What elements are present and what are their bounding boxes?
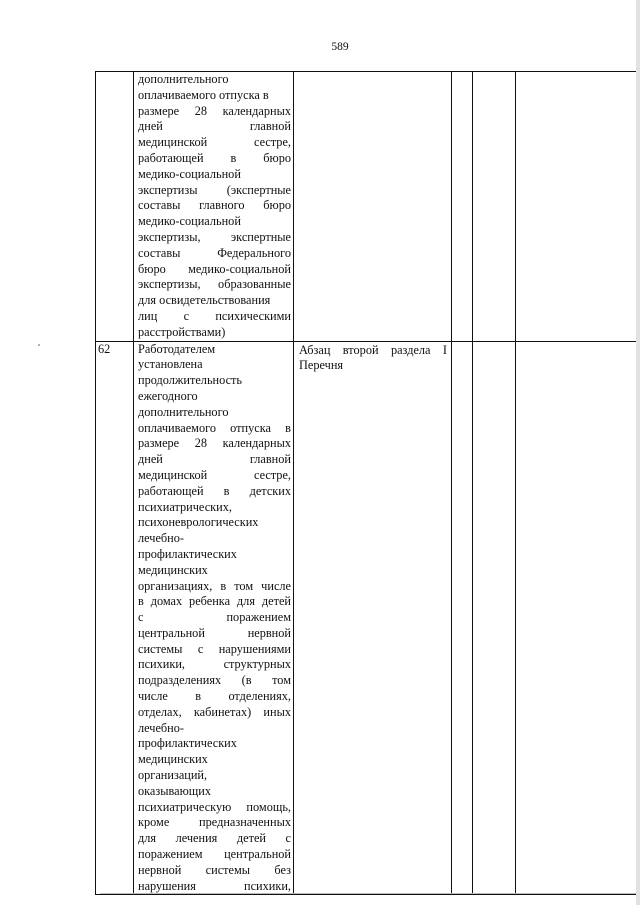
text-line: медико-социальной <box>138 166 241 181</box>
text-line: размере 28 календарных <box>138 436 291 451</box>
text-line: расстройствами) <box>138 324 226 339</box>
scan-edge-shadow <box>636 0 640 905</box>
text-line: экспертизы, экспертные <box>138 229 291 244</box>
text-line: в домах ребенка для детей <box>138 594 291 609</box>
text-line: оплачиваемого отпуска в <box>138 420 291 435</box>
text-line: психиатрическую помощь, <box>138 799 291 814</box>
text-line: профилактических <box>138 736 237 751</box>
text-line: дней главной <box>138 452 291 467</box>
text-line: дополнительного <box>138 404 229 419</box>
text-line: медицинской сестре, <box>138 135 291 150</box>
text-line: Абзац второй раздела I <box>299 342 447 357</box>
text-line: работающей в бюро <box>138 150 291 165</box>
text-line: психики, структурных <box>138 657 291 672</box>
text-line: поражением центральной <box>138 847 291 862</box>
text-line: для освидетельствования <box>138 293 271 308</box>
text-line: подразделениях (в том <box>138 673 291 688</box>
text-line: лиц с психическими <box>138 308 291 323</box>
table-row <box>96 72 638 342</box>
text-line: психоневрологических <box>138 515 259 530</box>
empty-cell <box>452 72 473 342</box>
text-line: центральной нервной <box>138 625 291 640</box>
text-line: Работодателем <box>138 341 216 356</box>
text-line: системы с нарушениями <box>138 641 291 656</box>
text-line: отделах, кабинетах) иных <box>138 704 291 719</box>
text-line: нарушения психики, <box>138 878 291 893</box>
text-line: лечебно- <box>138 720 185 735</box>
row-text-cell <box>134 72 294 342</box>
text-line: медицинских <box>138 752 208 767</box>
text-line: дней главной <box>138 119 291 134</box>
text-line: организаций, <box>138 768 208 783</box>
text-line: медико-социальной <box>138 214 241 229</box>
page-number: 589 <box>331 41 349 53</box>
text-line: размере 28 календарных <box>138 103 291 118</box>
table-row <box>96 341 638 895</box>
scan-speck <box>38 344 40 346</box>
text-line: экспертизы, образованные <box>138 277 291 292</box>
row-number-cell: 62 <box>96 341 134 895</box>
text-line: оплачиваемого отпуска в <box>138 87 269 102</box>
text-line: медицинской сестре, <box>138 467 291 482</box>
text-line: бюро медико-социальной <box>138 261 291 276</box>
empty-cell <box>452 341 473 895</box>
row-source-cell <box>294 341 452 895</box>
row-number-cell <box>96 72 134 342</box>
text-line: нервной системы без <box>138 862 291 877</box>
text-line: продолжительность <box>138 373 243 388</box>
text-line: Перечня <box>299 358 344 373</box>
text-line: установлена <box>138 357 203 372</box>
text-line: профилактических <box>138 546 237 561</box>
text-line: экспертизы (экспертные <box>138 182 291 197</box>
text-line: для лечения детей с <box>138 831 291 846</box>
empty-cell <box>516 72 638 342</box>
text-line: с поражением <box>138 610 291 625</box>
text-line: дополнительного <box>138 72 229 86</box>
row-text-cell <box>134 341 294 895</box>
text-line: числе в отделениях, <box>138 689 291 704</box>
text-line: работающей в детских <box>138 483 291 498</box>
text-line: кроме предназначенных <box>138 815 291 830</box>
text-line: организациях, в том числе <box>138 578 291 593</box>
empty-cell <box>473 341 516 895</box>
page-bottom-rule <box>100 893 636 894</box>
text-line: психиатрических, <box>138 499 232 514</box>
empty-cell <box>473 72 516 342</box>
text-line: медицинских <box>138 562 208 577</box>
document-table <box>95 71 638 895</box>
text-line: лечебно- <box>138 531 185 546</box>
row-source-cell <box>294 72 452 342</box>
text-line: составы главного бюро <box>138 198 291 213</box>
empty-cell <box>516 341 638 895</box>
text-line: оказывающих <box>138 783 212 798</box>
text-line: составы Федерального <box>138 245 291 260</box>
text-line: ежегодного <box>138 388 198 403</box>
